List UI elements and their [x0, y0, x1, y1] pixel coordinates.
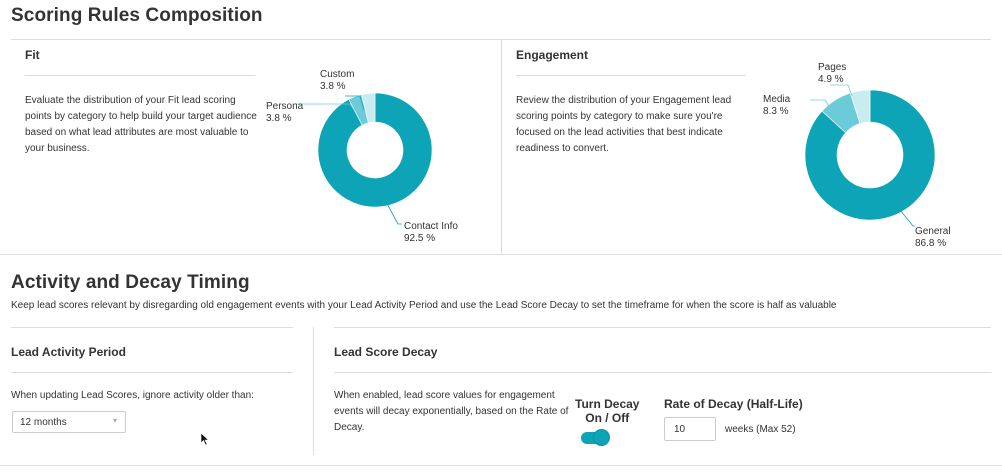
eng-value-general: 86.8 %: [915, 238, 947, 249]
activity-section-title: Activity and Decay Timing: [11, 272, 250, 293]
activity-separator: [313, 327, 314, 455]
decay-description: When enabled, lead score values for engagement events will decay exponentially, based on the Rate of Decay.: [334, 390, 569, 433]
activity-period-select[interactable]: [12, 411, 126, 433]
decay-title: Lead Score Decay: [334, 345, 438, 359]
toggle-label: Turn Decay On / Off: [575, 397, 640, 425]
period-top-divider: [11, 327, 293, 328]
fit-value-contact-info: 92.5 %: [404, 233, 436, 244]
fit-label-persona: Persona: [266, 101, 304, 112]
eng-label-media: Media: [763, 94, 791, 105]
eng-leader-general: [900, 210, 915, 226]
period-prompt: When updating Lead Scores, ignore activity older than:: [11, 390, 254, 401]
chevron-down-icon: ▾: [112, 416, 117, 425]
engagement-panel-title: Engagement: [516, 48, 589, 62]
activity-subtitle: Keep lead scores relevant by disregarding old engagement events with your Lead Activity Period and use the Lead Score Decay to set the timeframe for when the score is half as valuable: [11, 300, 837, 311]
cursor-icon: [200, 432, 210, 446]
fit-donut-chart: [255, 60, 495, 250]
fit-label-custom: Custom: [320, 69, 355, 80]
period-title: Lead Activity Period: [11, 345, 126, 359]
eng-value-media: 8.3 %: [763, 106, 789, 117]
fit-label-contact-info: Contact Info: [404, 221, 458, 232]
section-divider: [0, 254, 1002, 255]
period-divider: [11, 372, 293, 373]
rate-unit: weeks (Max 52): [725, 424, 796, 435]
rate-of-decay-value: 10: [674, 424, 686, 435]
panel-separator: [501, 40, 502, 254]
fit-panel-divider: [25, 75, 255, 76]
eng-label-pages: Pages: [818, 62, 847, 73]
engagement-panel-divider: [516, 75, 746, 76]
engagement-description: Review the distribution of your Engagement lead scoring points by category to make sure you're focused on the lead activities that best indicate readiness to convert.: [516, 95, 732, 154]
fit-description: Evaluate the distribution of your Fit lead scoring points by category to help build your target audience based on what lead attributes are most valuable to your business.: [25, 95, 257, 154]
decay-divider: [334, 372, 991, 373]
fit-slices: [318, 93, 432, 207]
toggle-knob[interactable]: [594, 430, 609, 445]
rate-label: Rate of Decay (Half-Life): [664, 397, 803, 411]
activity-period-value: 12 months: [20, 417, 67, 428]
eng-label-general: General: [915, 226, 951, 237]
decay-top-divider: [334, 327, 991, 328]
engagement-slices: [805, 90, 935, 220]
engagement-donut-chart: [755, 55, 995, 255]
eng-value-pages: 4.9 %: [818, 74, 844, 85]
rate-of-decay-input[interactable]: [664, 417, 716, 441]
bottom-divider: [0, 465, 1002, 466]
fit-value-custom: 3.8 %: [320, 81, 346, 92]
fit-value-persona: 3.8 %: [266, 113, 292, 124]
scoring-section-title: Scoring Rules Composition: [11, 5, 263, 26]
fit-panel-title: Fit: [25, 48, 40, 62]
